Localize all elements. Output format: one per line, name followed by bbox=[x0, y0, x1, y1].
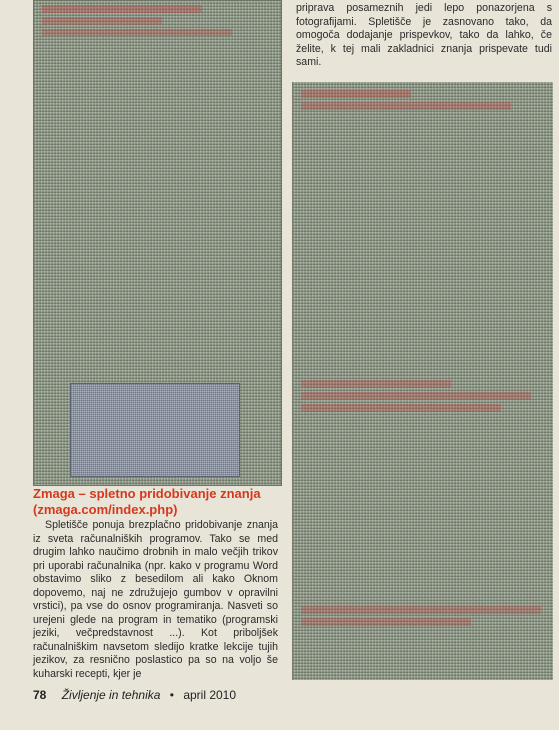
article-title: Zmaga – spletno pridobivanje znanja (zmaga.com/index.php) bbox=[33, 486, 261, 517]
obscured-heading-mark bbox=[301, 618, 471, 626]
continued-text: priprava posameznih jedi lepo ponazorjena s fotografijami. Spletišče je zasnovano tako, da omogoča dodajanje prispevkov, tako da lahko, če želite, k tej mali zakladnici znanja prispevate tudi sami. bbox=[296, 2, 552, 68]
issue-date: april 2010 bbox=[183, 688, 237, 702]
obscured-heading-mark bbox=[301, 606, 541, 614]
magazine-name: Življenje in tehnika bbox=[61, 688, 161, 702]
screenshot-heading-mark bbox=[42, 5, 202, 13]
obscured-heading-mark bbox=[301, 102, 511, 110]
article-body: Spletišče ponuja brezplačno pridobivanje znanja iz sveta računalniških programov. Tako se med drugim lahko naučimo drobnih in malo večjih trikov pri uporabi računalnika (npr. kako v programu Word obstavimo sliko z besedilom ali kako Oknom dopovemo, naj ne združujejo gumbov v opravilni vrstici), pa vse do osnov programiranja. Nasveti so urejeni glede na program in tematiko (programski jeziki, večpredstavnost ...). Kot priboljšek računalniškim navsetom sledijo kratke lekcije tujih jezikov, za resnično poslastico pa so na voljo še kuharski recepti, kjer je bbox=[33, 519, 278, 680]
screenshot-heading-mark bbox=[42, 29, 232, 36]
website-screenshot-image bbox=[33, 0, 282, 486]
page-number: 78 bbox=[33, 688, 47, 702]
screenshot-inner-window bbox=[70, 383, 240, 477]
screenshot-heading-mark bbox=[42, 17, 162, 25]
page-footer bbox=[33, 688, 236, 702]
obscured-heading-mark bbox=[301, 380, 451, 388]
obscured-heading-mark bbox=[301, 90, 411, 98]
footer-bullet: • bbox=[169, 688, 174, 702]
obscured-text-column bbox=[292, 82, 553, 680]
obscured-heading-mark bbox=[301, 392, 531, 400]
obscured-heading-mark bbox=[301, 404, 501, 412]
